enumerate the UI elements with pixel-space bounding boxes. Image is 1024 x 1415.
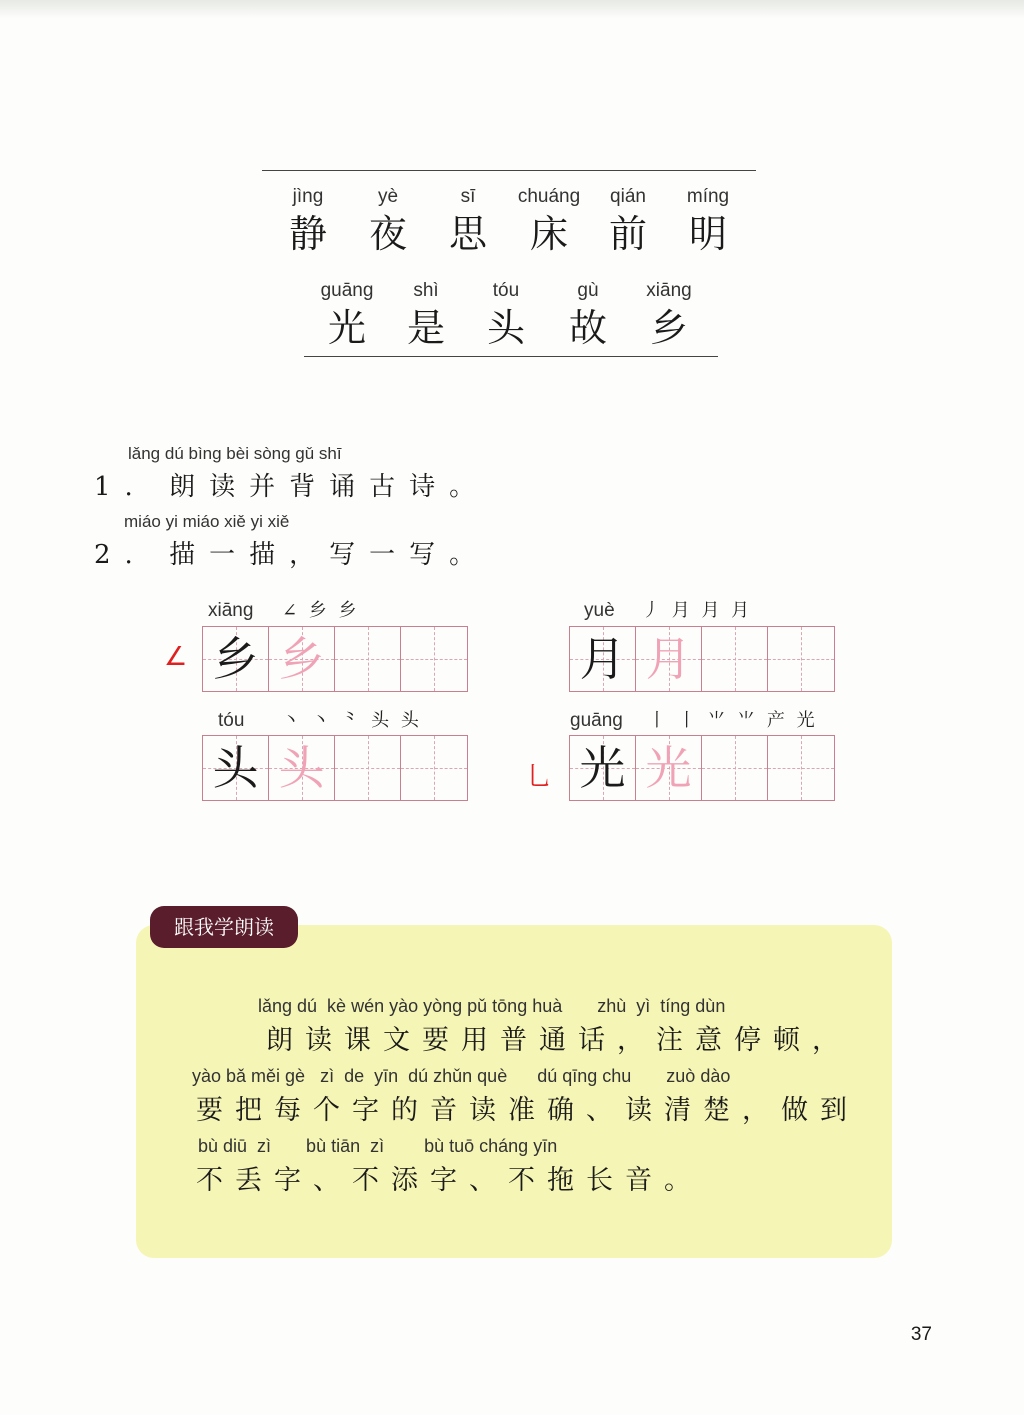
writing-pinyin: guāng [570,710,623,731]
poem-char: sī 思 [448,186,487,256]
poem-char: qián 前 [608,186,647,256]
poem-top-rule [262,170,756,171]
poem-char: gù 故 [568,280,607,350]
task-1-text: 1. 朗读并背诵古诗。 [94,472,490,502]
poem-char: guāng 光 [320,280,374,350]
stroke-order: 丶 丶 ⺀ 头 头 [282,710,422,731]
stroke-mark-red: ∠ [164,642,188,672]
writing-pinyin: yuè [584,600,615,621]
stroke-mark-red: 乚 [526,762,553,792]
grid-box [269,627,335,691]
reading-tag: 跟我学朗读 [150,906,298,948]
grid-box [203,627,269,691]
model-char: 头 [212,741,259,795]
writing-grid [202,735,468,801]
trace-char: 月 [645,632,692,686]
trace-char: 乡 [278,632,325,686]
stroke-order: ∠ 乡 乡 [282,600,360,621]
grid-box [269,736,335,800]
reading-text-3: 不丢字、不添字、不拖长音。 [196,1165,703,1196]
poem-char: yè 夜 [368,186,407,256]
grid-box[interactable] [401,736,467,800]
poem-char: tóu 头 [486,280,525,350]
poem-bottom-rule [304,356,718,357]
poem-char: jìng 静 [288,186,327,256]
writing-grid [569,735,835,801]
stroke-order: 丨 丨 ⺌ ⺌ 产 光 [648,710,818,731]
trace-char: 头 [278,741,325,795]
grid-box[interactable] [401,627,467,691]
grid-box[interactable] [768,736,834,800]
grid-box[interactable] [335,627,401,691]
grid-box [570,627,636,691]
grid-box[interactable] [335,736,401,800]
reading-text-2: 要把每个字的音读准确、读清楚，做到 [196,1095,859,1126]
poem-char: chuáng 床 [517,186,581,256]
model-char: 月 [579,632,626,686]
model-char: 乡 [212,632,259,686]
writing-pinyin: xiāng [208,600,254,621]
poem-char: xiāng 乡 [646,280,692,350]
writing-pinyin: tóu [218,710,245,731]
task-2-pinyin: miáo yi miáo xiě yi xiě [124,512,290,531]
writing-grid [202,626,468,692]
reading-pinyin-1: lǎng dú kè wén yào yòng pǔ tōng huà zhù yì tíng dùn [258,996,726,1016]
task-1-pinyin: lǎng dú bìng bèi sòng gǔ shī [128,444,342,463]
page-top-shade [0,0,1024,18]
reading-pinyin-2: yào bǎ měi gè zì de yīn dú zhǔn què dú qīng chu zuò dào [192,1066,731,1086]
grid-box [203,736,269,800]
page-number: 37 [910,1324,932,1345]
reading-text-1: 朗读课文要用普通话，注意停顿， [266,1025,851,1056]
grid-box [636,627,702,691]
grid-box[interactable] [702,736,768,800]
grid-box[interactable] [702,627,768,691]
grid-box [570,736,636,800]
task-2-text: 2. 描一描，写一写。 [94,540,490,570]
trace-char: 光 [645,741,692,795]
reading-pinyin-3: bù diū zì bù tiān zì bù tuō cháng yīn [198,1136,558,1156]
model-char: 光 [579,741,626,795]
poem-char: shì 是 [406,280,445,350]
grid-box[interactable] [768,627,834,691]
stroke-order: 丿 月 月 月 [642,600,753,621]
writing-grid [569,626,835,692]
grid-box [636,736,702,800]
poem-char: míng 明 [686,186,730,256]
